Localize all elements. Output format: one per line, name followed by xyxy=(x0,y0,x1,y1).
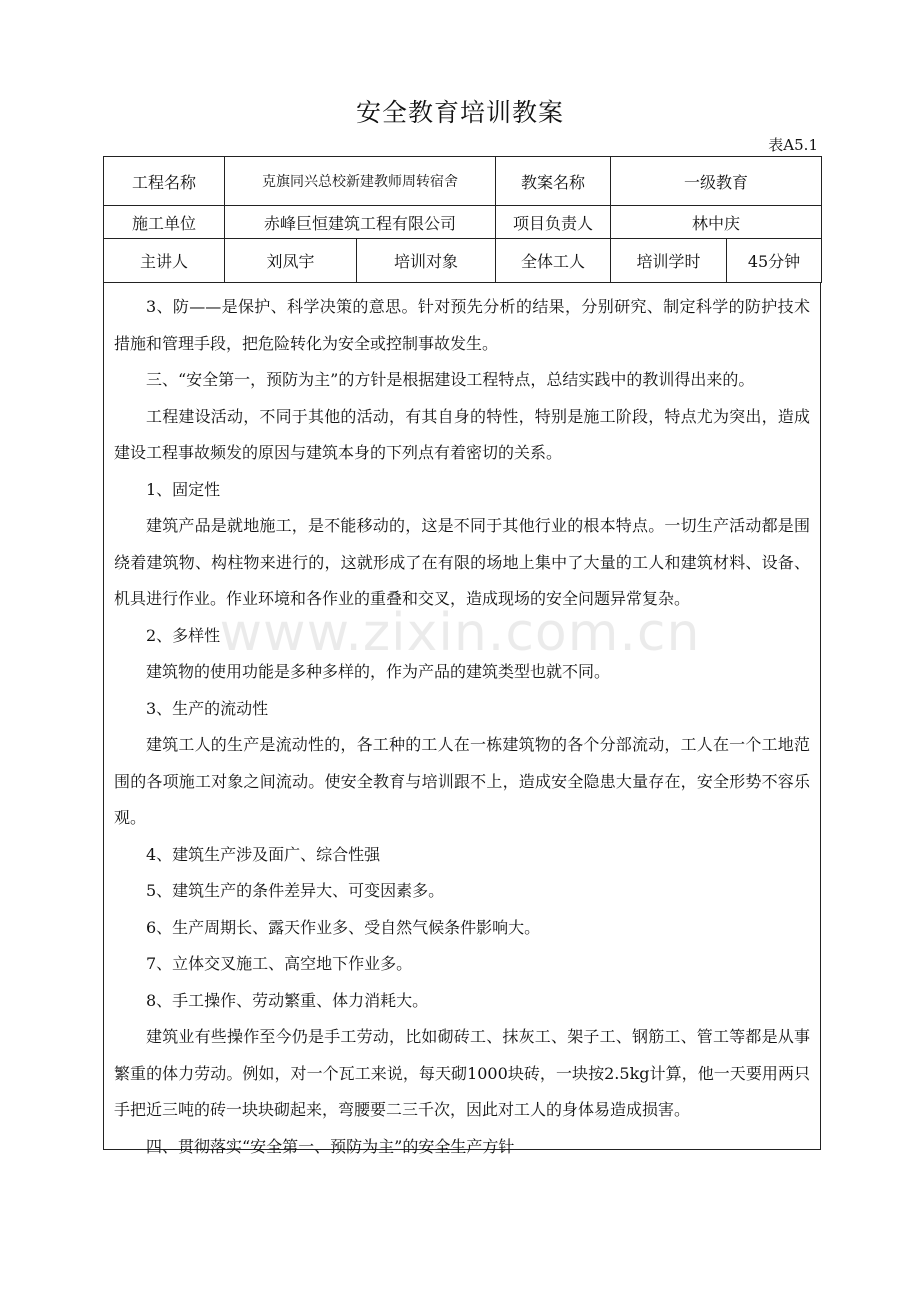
plan-name-value: 一级教育 xyxy=(611,157,822,206)
lecturer-value: 刘凤宇 xyxy=(225,239,357,283)
project-name-value: 克旗同兴总校新建教师周转宿舍 xyxy=(225,157,496,206)
paragraph: 2、多样性 xyxy=(146,625,221,645)
audience-label: 培训对象 xyxy=(357,239,496,283)
manager-value: 林中庆 xyxy=(611,206,822,239)
info-row-contractor xyxy=(104,206,822,239)
info-row-project xyxy=(104,157,822,206)
paragraph: 四、贯彻落实“安全第一、预防为主”的安全生产方针 xyxy=(146,1136,515,1156)
lesson-content-box xyxy=(103,283,821,1156)
project-name-label: 工程名称 xyxy=(104,157,225,206)
paragraph: 1、固定性 xyxy=(146,479,221,499)
audience-value: 全体工人 xyxy=(496,239,611,283)
paragraph: 8、手工操作、劳动繁重、体力消耗大。 xyxy=(146,990,429,1010)
document-title: 安全教育培训教案 xyxy=(355,98,564,127)
paragraph: 4、建筑生产涉及面广、综合性强 xyxy=(146,844,381,864)
paragraph: 建筑产品是就地施工，是不能移动的，这是不同于其他行业的根本特点。一切生产活动都是围绕着建筑物、构柱物来进行的，这就形成了在有限的场地上集中了大量的工人和建筑材料、设备、机具进行作业。作业环境和各作业的重叠和交叉，造成现场的安全问题异常复杂。 xyxy=(114,516,810,608)
plan-name-label: 教案名称 xyxy=(496,157,611,206)
paragraph: 建筑工人的生产是流动性的，各工种的工人在一栋建筑物的各个分部流动，工人在一个工地范围的各项施工对象之间流动。使安全教育与培训跟不上，造成安全隐患大量存在，安全形势不容乐观。 xyxy=(114,735,810,827)
paragraph: 7、立体交叉施工、高空地下作业多。 xyxy=(146,954,413,973)
paragraph: 6、生产周期长、露天作业多、受自然气候条件影响大。 xyxy=(146,917,541,937)
contractor-label: 施工单位 xyxy=(104,206,225,239)
lesson-content xyxy=(114,289,810,1165)
watermark: www.zixin.com.cn xyxy=(219,603,701,663)
duration-label: 培训学时 xyxy=(611,239,727,283)
lecturer-label: 主讲人 xyxy=(104,239,225,283)
paragraph: 建筑物的使用功能是多种多样的，作为产品的建筑类型也就不同。 xyxy=(146,662,611,681)
paragraph: 工程建设活动，不同于其他的活动，有其自身的特性，特别是施工阶段，特点尤为突出，造成建设工程事故频发的原因与建筑本身的下列点有着密切的关系。 xyxy=(114,406,810,462)
paragraph: 3、生产的流动性 xyxy=(146,698,269,718)
duration-value: 45分钟 xyxy=(727,239,822,283)
paragraph: 建筑业有些操作至今仍是手工劳动，比如砌砖工、抹灰工、架子工、钢筋工、管工等都是从事繁重的体力劳动。例如，对一个瓦工来说，每天砌1000块砖，一块按2.5kg计算，他一天要用两只手把近三吨的砖一块块砌起来，弯腰要二三千次，因此对工人的身体易造成损害。 xyxy=(114,1027,810,1119)
manager-label: 项目负责人 xyxy=(496,206,611,239)
paragraph: 三、“安全第一，预防为主”的方针是根据建设工程特点，总结实践中的教训得出来的。 xyxy=(146,370,755,389)
paragraph: 5、建筑生产的条件差异大、可变因素多。 xyxy=(146,881,445,900)
paragraph: 3、防——是保护、科学决策的意思。针对预先分析的结果，分别研究、制定科学的防护技术措施和管理手段，把危险转化为安全或控制事故发生。 xyxy=(114,297,810,353)
form-code: 表A5.1 xyxy=(768,136,818,154)
info-row-lecture xyxy=(104,239,822,283)
info-table xyxy=(103,156,822,283)
contractor-value: 赤峰巨恒建筑工程有限公司 xyxy=(225,206,496,239)
